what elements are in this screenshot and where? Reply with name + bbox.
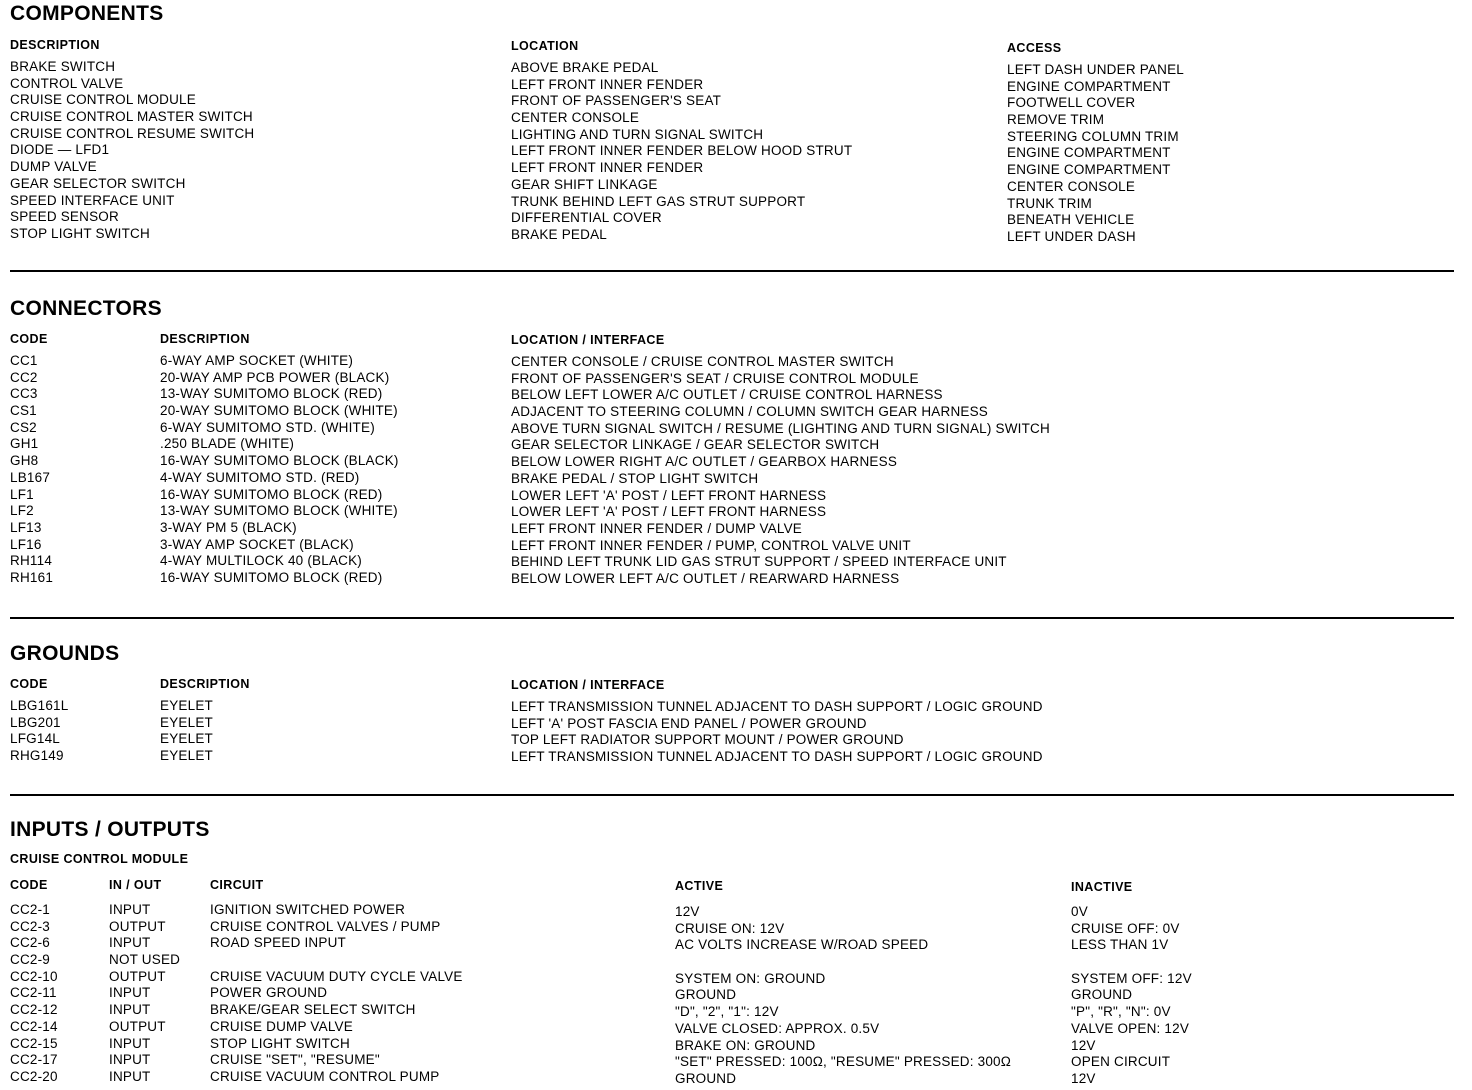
component-location: CENTER CONSOLE xyxy=(511,110,640,126)
connector-location: BELOW LOWER RIGHT A/C OUTLET / GEARBOX HARNESS xyxy=(511,454,898,470)
connector-code: CC3 xyxy=(10,386,38,402)
io-header-inactive: INACTIVE xyxy=(1071,880,1133,894)
component-access: TRUNK TRIM xyxy=(1007,195,1092,211)
io-code: CC2-11 xyxy=(10,985,57,1001)
connector-code: LF16 xyxy=(10,536,42,552)
connector-description: 3-WAY AMP SOCKET (BLACK) xyxy=(160,536,354,552)
ground-location: LEFT TRANSMISSION TUNNEL ADJACENT TO DASH SUPPORT / LOGIC GROUND xyxy=(511,699,1043,714)
io-active: SYSTEM ON: GROUND xyxy=(675,970,826,986)
ground-description: EYELET xyxy=(160,714,213,730)
io-circuit: CRUISE VACUUM DUTY CYCLE VALVE xyxy=(210,968,463,984)
connector-code: CS1 xyxy=(10,403,37,419)
io-header-circuit: CIRCUIT xyxy=(210,878,264,892)
component-location: LEFT FRONT INNER FENDER BELOW HOOD STRUT xyxy=(511,143,853,159)
io-inactive: 12V xyxy=(1071,1070,1096,1086)
io-code: CC2-20 xyxy=(10,1068,58,1084)
ground-description: EYELET xyxy=(160,731,213,747)
component-description: SPEED SENSOR xyxy=(10,209,119,225)
connector-code: CC2 xyxy=(10,369,38,385)
components-access-column xyxy=(1007,62,1184,246)
io-active: GROUND xyxy=(675,1070,737,1086)
connector-location: LEFT FRONT INNER FENDER / DUMP VALVE xyxy=(511,520,802,536)
io-inactive: OPEN CIRCUIT xyxy=(1071,1054,1171,1070)
io-active: AC VOLTS INCREASE W/ROAD SPEED xyxy=(675,937,929,953)
component-access: CENTER CONSOLE xyxy=(1007,178,1136,194)
component-description: CRUISE CONTROL MODULE xyxy=(10,92,196,108)
components-header-description: DESCRIPTION xyxy=(10,38,100,52)
io-code: CC2-6 xyxy=(10,935,51,951)
connectors-header-description: DESCRIPTION xyxy=(160,332,250,346)
io-inactive: LESS THAN 1V xyxy=(1071,937,1169,953)
io-circuit xyxy=(210,952,463,969)
connectors-location-column xyxy=(511,354,1050,588)
section-divider xyxy=(10,794,1454,796)
io-header-inout: IN / OUT xyxy=(109,878,162,892)
io-circuit-column xyxy=(210,902,463,1086)
io-inout: INPUT xyxy=(109,985,151,1001)
component-access: FOOTWELL COVER xyxy=(1007,95,1136,111)
io-inout: INPUT xyxy=(109,1035,151,1051)
io-circuit: CRUISE CONTROL VALVES / PUMP xyxy=(210,918,441,934)
connector-code: RH161 xyxy=(10,569,54,585)
io-code: CC2-12 xyxy=(10,1002,58,1018)
io-code: CC2-14 xyxy=(10,1018,58,1034)
component-access: ENGINE COMPARTMENT xyxy=(1007,162,1171,178)
connectors-header-code: CODE xyxy=(10,332,48,346)
section-divider xyxy=(10,617,1454,619)
component-description: CONTROL VALVE xyxy=(10,75,124,91)
component-location: TRUNK BEHIND LEFT GAS STRUT SUPPORT xyxy=(511,193,806,209)
connectors-code-column xyxy=(10,353,53,587)
io-circuit: BRAKE/GEAR SELECT SWITCH xyxy=(210,1002,416,1018)
section-divider xyxy=(10,270,1454,272)
grounds-code-column xyxy=(10,698,68,765)
grounds-header-code: CODE xyxy=(10,677,48,691)
component-access: LEFT UNDER DASH xyxy=(1007,228,1136,244)
connector-code: LB167 xyxy=(10,469,51,485)
component-description: CRUISE CONTROL MASTER SWITCH xyxy=(10,109,253,125)
io-active: VALVE CLOSED: APPROX. 0.5V xyxy=(675,1020,880,1036)
ground-location: TOP LEFT RADIATOR SUPPORT MOUNT / POWER GROUND xyxy=(511,732,904,748)
connector-location: GEAR SELECTOR LINKAGE / GEAR SELECTOR SWITCH xyxy=(511,437,880,453)
connector-location: CENTER CONSOLE / CRUISE CONTROL MASTER SWITCH xyxy=(511,354,894,369)
io-header-active: ACTIVE xyxy=(675,879,724,893)
ground-location: LEFT TRANSMISSION TUNNEL ADJACENT TO DASH SUPPORT / LOGIC GROUND xyxy=(511,749,1043,765)
connector-description: 13-WAY SUMITOMO BLOCK (WHITE) xyxy=(160,503,398,519)
io-active: BRAKE ON: GROUND xyxy=(675,1037,816,1053)
io-inactive: 0V xyxy=(1071,904,1088,919)
io-code-column xyxy=(10,902,58,1086)
component-access: STEERING COLUMN TRIM xyxy=(1007,128,1179,144)
grounds-header-description: DESCRIPTION xyxy=(160,677,250,691)
component-access: ENGINE COMPARTMENT xyxy=(1007,145,1171,161)
component-access: REMOVE TRIM xyxy=(1007,112,1105,128)
io-subtitle: CRUISE CONTROL MODULE xyxy=(10,852,189,866)
component-description: DIODE — LFD1 xyxy=(10,142,110,158)
component-description: STOP LIGHT SWITCH xyxy=(10,225,150,241)
grounds-location-column xyxy=(511,699,1043,766)
connector-code: CC1 xyxy=(10,353,38,368)
io-inactive: GROUND xyxy=(1071,987,1133,1003)
io-inout: INPUT xyxy=(109,1002,151,1018)
connectors-header-location: LOCATION / INTERFACE xyxy=(511,333,665,347)
io-active-column xyxy=(675,904,1011,1088)
connector-description: 20-WAY AMP PCB POWER (BLACK) xyxy=(160,369,390,385)
grounds-title: GROUNDS xyxy=(10,642,120,665)
component-access: LEFT DASH UNDER PANEL xyxy=(1007,62,1184,77)
io-code: CC2-15 xyxy=(10,1035,58,1051)
io-inactive: SYSTEM OFF: 12V xyxy=(1071,970,1192,986)
ground-code: LBG201 xyxy=(10,714,61,730)
io-inout: INPUT xyxy=(109,935,151,951)
connector-location: FRONT OF PASSENGER'S SEAT / CRUISE CONTROL MODULE xyxy=(511,370,919,386)
io-circuit: ROAD SPEED INPUT xyxy=(210,935,346,951)
io-inout: INPUT xyxy=(109,1068,151,1084)
connector-location: LOWER LEFT 'A' POST / LEFT FRONT HARNESS xyxy=(511,504,827,520)
component-location: FRONT OF PASSENGER'S SEAT xyxy=(511,93,722,109)
connector-description: 13-WAY SUMITOMO BLOCK (RED) xyxy=(160,386,383,402)
io-active: GROUND xyxy=(675,987,737,1003)
component-description: CRUISE CONTROL RESUME SWITCH xyxy=(10,125,255,141)
io-active: 12V xyxy=(675,904,700,919)
component-location: DIFFERENTIAL COVER xyxy=(511,210,662,226)
io-code: CC2-17 xyxy=(10,1052,58,1068)
connector-description: 6-WAY AMP SOCKET (WHITE) xyxy=(160,353,354,368)
connector-description: 6-WAY SUMITOMO STD. (WHITE) xyxy=(160,419,375,435)
grounds-description-column xyxy=(160,698,213,765)
components-location-column xyxy=(511,60,852,244)
component-location: LEFT FRONT INNER FENDER xyxy=(511,76,704,92)
io-circuit: IGNITION SWITCHED POWER xyxy=(210,902,406,917)
components-header-access: ACCESS xyxy=(1007,41,1062,55)
io-inout: INPUT xyxy=(109,1052,151,1068)
components-title: COMPONENTS xyxy=(10,2,164,25)
component-access: BENEATH VEHICLE xyxy=(1007,212,1135,228)
connector-location: ADJACENT TO STEERING COLUMN / COLUMN SWITCH GEAR HARNESS xyxy=(511,404,989,420)
ground-description: EYELET xyxy=(160,748,213,764)
connector-code: LF1 xyxy=(10,486,34,502)
io-inout: OUTPUT xyxy=(109,918,166,934)
connector-description: 16-WAY SUMITOMO BLOCK (BLACK) xyxy=(160,453,399,469)
io-inactive: "P", "R", "N": 0V xyxy=(1071,1004,1171,1020)
connector-code: CS2 xyxy=(10,419,37,435)
io-inout-column xyxy=(109,902,180,1086)
connector-location: BELOW LOWER LEFT A/C OUTLET / REARWARD HARNESS xyxy=(511,570,900,586)
ground-location: LEFT 'A' POST FASCIA END PANEL / POWER GROUND xyxy=(511,715,867,731)
io-inactive-column xyxy=(1071,904,1192,1088)
connectors-title: CONNECTORS xyxy=(10,297,162,320)
connector-description: 4-WAY SUMITOMO STD. (RED) xyxy=(160,469,360,485)
connector-location: BRAKE PEDAL / STOP LIGHT SWITCH xyxy=(511,470,759,486)
component-location: GEAR SHIFT LINKAGE xyxy=(511,176,658,192)
component-description: SPEED INTERFACE UNIT xyxy=(10,192,175,208)
ground-code: RHG149 xyxy=(10,748,64,764)
io-circuit: STOP LIGHT SWITCH xyxy=(210,1035,350,1051)
io-code: CC2-9 xyxy=(10,952,51,968)
io-inactive: VALVE OPEN: 12V xyxy=(1071,1020,1190,1036)
connectors-description-column xyxy=(160,353,399,587)
io-circuit: CRUISE "SET", "RESUME" xyxy=(210,1052,380,1068)
ground-description: EYELET xyxy=(160,698,213,713)
io-active: "D", "2", "1": 12V xyxy=(675,1004,779,1020)
io-inactive: 12V xyxy=(1071,1037,1096,1053)
component-location: LIGHTING AND TURN SIGNAL SWITCH xyxy=(511,126,764,142)
io-inout: OUTPUT xyxy=(109,1018,166,1034)
connector-description: 4-WAY MULTILOCK 40 (BLACK) xyxy=(160,553,362,569)
connector-description: 3-WAY PM 5 (BLACK) xyxy=(160,519,297,535)
io-active xyxy=(675,954,1011,971)
component-location: ABOVE BRAKE PEDAL xyxy=(511,60,659,75)
io-code: CC2-3 xyxy=(10,918,51,934)
component-location: LEFT FRONT INNER FENDER xyxy=(511,160,704,176)
components-description-column xyxy=(10,59,254,243)
io-circuit: CRUISE VACUUM CONTROL PUMP xyxy=(210,1068,440,1084)
component-description: BRAKE SWITCH xyxy=(10,59,116,74)
connector-location: ABOVE TURN SIGNAL SWITCH / RESUME (LIGHTING AND TURN SIGNAL) SWITCH xyxy=(511,420,1050,436)
connector-location: LEFT FRONT INNER FENDER / PUMP, CONTROL VALVE UNIT xyxy=(511,537,911,553)
io-active: "SET" PRESSED: 100Ω, "RESUME" PRESSED: 300Ω xyxy=(675,1054,1012,1070)
io-circuit: CRUISE DUMP VALVE xyxy=(210,1018,353,1034)
connector-code: LF13 xyxy=(10,519,42,535)
connector-description: 16-WAY SUMITOMO BLOCK (RED) xyxy=(160,569,383,585)
connector-code: GH1 xyxy=(10,436,39,452)
components-header-location: LOCATION xyxy=(511,39,579,53)
io-title: INPUTS / OUTPUTS xyxy=(10,818,210,841)
ground-code: LFG14L xyxy=(10,731,60,747)
component-location: BRAKE PEDAL xyxy=(511,226,607,242)
io-inactive: CRUISE OFF: 0V xyxy=(1071,920,1180,936)
ground-code: LBG161L xyxy=(10,698,69,713)
component-description: GEAR SELECTOR SWITCH xyxy=(10,175,186,191)
connector-location: LOWER LEFT 'A' POST / LEFT FRONT HARNESS xyxy=(511,487,827,503)
io-code: CC2-10 xyxy=(10,968,58,984)
grounds-header-location: LOCATION / INTERFACE xyxy=(511,678,665,692)
io-inout: OUTPUT xyxy=(109,968,166,984)
component-description: DUMP VALVE xyxy=(10,159,97,175)
connector-code: GH8 xyxy=(10,453,39,469)
io-inout: NOT USED xyxy=(109,952,181,968)
connector-location: BELOW LEFT LOWER A/C OUTLET / CRUISE CONTROL HARNESS xyxy=(511,387,943,403)
io-active: CRUISE ON: 12V xyxy=(675,920,785,936)
connector-description: 20-WAY SUMITOMO BLOCK (WHITE) xyxy=(160,403,398,419)
io-code: CC2-1 xyxy=(10,902,51,917)
io-inactive xyxy=(1071,954,1192,971)
connector-code: LF2 xyxy=(10,503,34,519)
io-header-code: CODE xyxy=(10,878,48,892)
io-inout: INPUT xyxy=(109,902,151,917)
component-access: ENGINE COMPARTMENT xyxy=(1007,78,1171,94)
connector-code: RH114 xyxy=(10,553,53,569)
connector-location: BEHIND LEFT TRUNK LID GAS STRUT SUPPORT / SPEED INTERFACE UNIT xyxy=(511,554,1007,570)
io-circuit: POWER GROUND xyxy=(210,985,328,1001)
connector-description: 16-WAY SUMITOMO BLOCK (RED) xyxy=(160,486,383,502)
connector-description: .250 BLADE (WHITE) xyxy=(160,436,295,452)
